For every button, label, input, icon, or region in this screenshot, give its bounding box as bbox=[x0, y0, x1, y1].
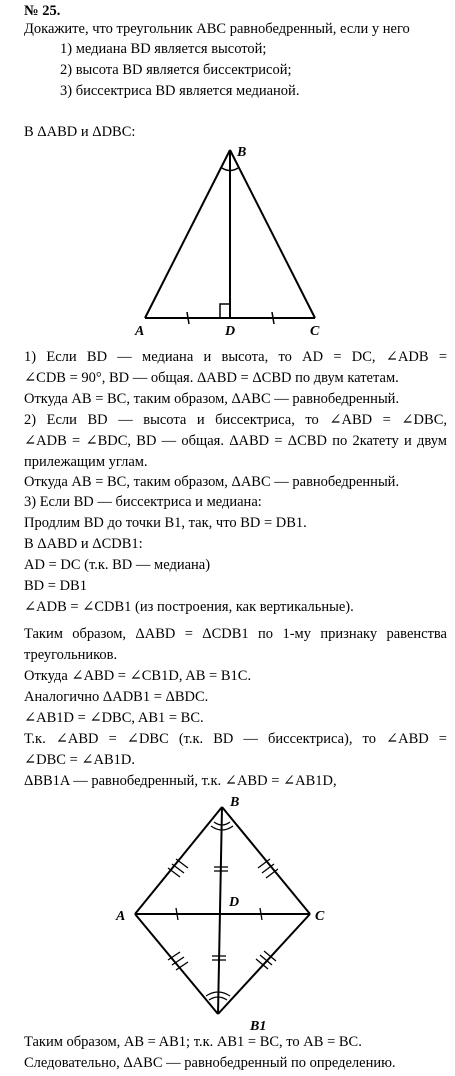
solution-line-20: ∠DBC = ∠AB1D. bbox=[24, 752, 136, 768]
solution-line-2: ∠CDB = 90°, BD — общая. ΔABD = ΔCBD по двум катетам. bbox=[24, 370, 399, 386]
rhombus-figure bbox=[110, 792, 340, 1032]
tick-dc bbox=[272, 312, 274, 324]
side-cb1 bbox=[218, 914, 310, 1014]
problem-number: № 25. bbox=[24, 3, 61, 19]
solution-line-8: 3) Если BD — биссектриса и медиана: bbox=[24, 494, 262, 510]
solution-line-11: AD = DC (т.к. BD — медиана) bbox=[24, 557, 211, 573]
conclusion-line-2: Следовательно, ΔABC — равнобедренный по определению. bbox=[24, 1055, 396, 1071]
label-b: B bbox=[230, 795, 240, 810]
solution-line-21: ΔBB1A — равнобедренный, т.к. ∠ABD = ∠AB1D, bbox=[24, 773, 337, 789]
label-a: A bbox=[116, 909, 126, 924]
problem-statement: Докажите, что треугольник ABC равнобедренный, если у него bbox=[24, 21, 410, 37]
label-c: C bbox=[315, 909, 325, 924]
solution-line-17: Аналогично ΔADB1 = ΔBDC. bbox=[24, 689, 209, 705]
right-angle-mark bbox=[220, 304, 230, 318]
solution-line-3: Откуда AB = BC, таким образом, ΔABC — равнобедренный. bbox=[24, 391, 400, 407]
condition-1: 1) медиана BD является высотой; bbox=[60, 41, 267, 57]
label-d: D bbox=[229, 895, 240, 910]
side-ab1 bbox=[135, 914, 218, 1014]
label-a: A bbox=[135, 324, 145, 339]
solution-line-15: треугольников. bbox=[24, 647, 118, 663]
solution-line-13: ∠ADB = ∠CDB1 (из построения, как вертикальные). bbox=[24, 599, 354, 615]
solution-line-9: Продлим BD до точки B1, так, что BD = DB1. bbox=[24, 515, 307, 531]
solution-line-1: 1) Если BD — медиана и высота, то AD = DC, ∠ADB = bbox=[24, 349, 447, 365]
label-c: C bbox=[310, 324, 320, 339]
label-d: D bbox=[225, 324, 236, 339]
solution-line-18: ∠AB1D = ∠DBC, AB1 = BC. bbox=[24, 710, 204, 726]
side-ab bbox=[145, 150, 230, 318]
solution-intro: В ΔABD и ΔDBC: bbox=[24, 124, 136, 140]
solution-line-19: Т.к. ∠ABD = ∠DBC (т.к. BD — биссектриса), то ∠ABD = bbox=[24, 731, 447, 747]
solution-line-12: BD = DB1 bbox=[24, 578, 87, 594]
side-bc bbox=[230, 150, 315, 318]
solution-line-14: Таким образом, ΔABD = ΔCDB1 по 1-му признаку равенства bbox=[24, 626, 447, 642]
solution-line-5: ∠ADB = ∠BDC, BD — общая. ΔABD = ΔCBD по 2катету и двум bbox=[24, 433, 447, 449]
solution-line-7: Откуда AB = BC, таким образом, ΔABC — равнобедренный. bbox=[24, 474, 400, 490]
triangle-figure bbox=[130, 140, 330, 340]
condition-2: 2) высота BD является биссектрисой; bbox=[60, 62, 292, 78]
segment-bb1 bbox=[218, 807, 222, 1014]
label-b1: B1 bbox=[250, 1019, 267, 1034]
solution-line-10: В ΔABD и ΔCDB1: bbox=[24, 536, 143, 552]
label-b: B bbox=[237, 145, 247, 160]
solution-line-6: прилежащим углам. bbox=[24, 454, 148, 470]
condition-3: 3) биссектриса BD является медианой. bbox=[60, 83, 300, 99]
solution-line-16: Откуда ∠ABD = ∠CB1D, AB = B1C. bbox=[24, 668, 252, 684]
solution-line-4: 2) Если BD — высота и биссектриса, то ∠ABD = ∠DBC, bbox=[24, 412, 447, 428]
tick-ad bbox=[187, 312, 189, 324]
conclusion-line-1: Таким образом, AB = AB1; т.к. AB1 = BC, то AB = BC. bbox=[24, 1034, 362, 1050]
